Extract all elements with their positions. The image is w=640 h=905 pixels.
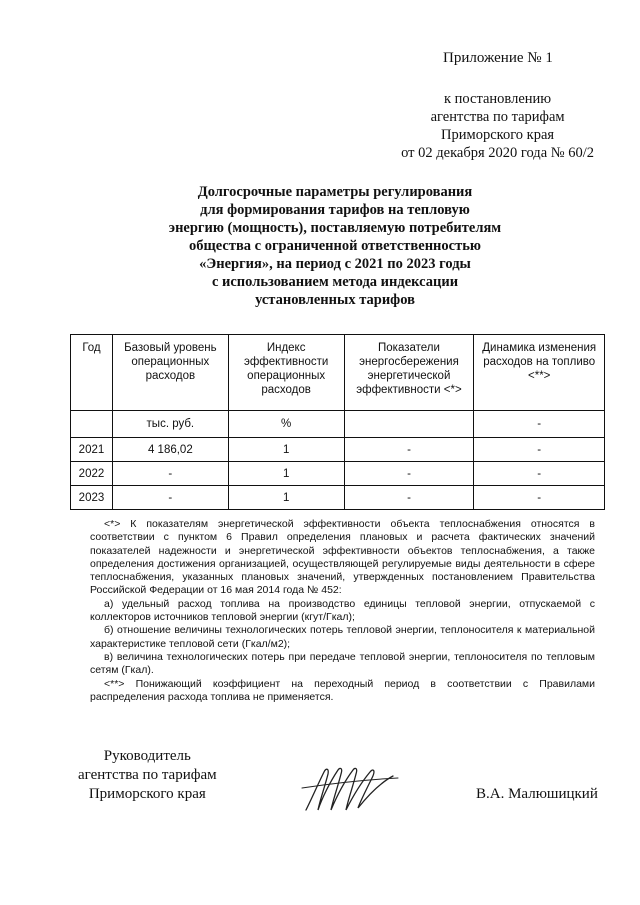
table-row (71, 462, 605, 486)
table-cell: 1 (228, 486, 344, 510)
addressee-line: агентства по тарифам (430, 109, 565, 125)
header-cell-base-opex: Базовый уровень операционных расходов (112, 335, 228, 411)
title-line: «Энергия», на период с 2021 по 2023 годы (199, 256, 471, 272)
addressee-block (401, 90, 594, 162)
footnote-paragraph: а) удельный расход топлива на производство единицы тепловой энергии, отпускаемой с коллекторов источников тепловой энергии (кгут/Гкал); (90, 597, 595, 624)
units-cell (344, 411, 474, 438)
title-line: Долгосрочные параметры регулирования (197, 184, 473, 200)
footnotes (90, 518, 595, 704)
table-header-row (71, 335, 605, 411)
table-cell: - (474, 486, 605, 510)
units-cell: тыс. руб. (112, 411, 228, 438)
table-cell: - (474, 438, 605, 462)
table-cell: - (112, 486, 228, 510)
footnote-paragraph: в) величина технологических потерь при передаче тепловой энергии, теплоносителя по тепловым сетям (Гкал). (90, 650, 595, 677)
units-cell: - (474, 411, 605, 438)
title-line: для формирования тарифов на тепловую (200, 202, 470, 218)
table-cell: 1 (228, 462, 344, 486)
position-line: Руководитель (103, 748, 191, 764)
parameters-table (70, 334, 605, 510)
table-cell: - (112, 462, 228, 486)
handwritten-signature (298, 758, 403, 818)
position-line: агентства по тарифам (78, 767, 217, 783)
header-cell-efficiency-index: Индекс эффективности операционных расходов (228, 335, 344, 411)
table-cell: 1 (228, 438, 344, 462)
header-cell-energy-saving: Показатели энергосбережения энергетической эффективности <*> (344, 335, 474, 411)
units-cell: % (228, 411, 344, 438)
addressee-line: от 02 декабря 2020 года № 60/2 (401, 145, 594, 161)
table-cell: 2022 (71, 462, 113, 486)
table-units-row (71, 411, 605, 438)
title-line: установленных тарифов (255, 292, 415, 308)
table-cell: - (474, 462, 605, 486)
table-row (71, 438, 605, 462)
table-cell: - (344, 486, 474, 510)
title-line: с использованием метода индексации (211, 274, 459, 290)
table-row (71, 486, 605, 510)
table-cell: - (344, 462, 474, 486)
table-cell: - (344, 438, 474, 462)
header-cell-year: Год (71, 335, 113, 411)
table-cell: 2021 (71, 438, 113, 462)
footnote-paragraph: б) отношение величины технологических потерь тепловой энергии, теплоносителя к материальной характеристике тепловой сети (Гкал/м2); (90, 624, 595, 650)
position-line: Приморского края (88, 786, 206, 802)
table-cell: 4 186,02 (112, 438, 228, 462)
signatory-name: В.А. Малюшицкий (476, 786, 598, 802)
title-line: энергию (мощность), поставляемую потребителям (168, 220, 502, 236)
title-line: общества с ограниченной ответственностью (189, 238, 481, 254)
appendix-label: Приложение № 1 (443, 50, 553, 66)
signatory-position (78, 747, 217, 804)
addressee-line: Приморского края (441, 127, 555, 143)
document-title (150, 183, 520, 309)
table-cell: 2023 (71, 486, 113, 510)
header-cell-fuel-dynamics: Динамика изменения расходов на топливо <**> (474, 335, 605, 411)
footnote-paragraph: <**> Понижающий коэффициент на переходный период в соответствии с Правилами распределения расхода топлива не применяется. (90, 677, 595, 703)
units-cell (71, 411, 113, 438)
addressee-line: к постановлению (444, 91, 552, 107)
footnote-paragraph: <*> К показателям энергетической эффективности объекта теплоснабжения относятся в соответствии с пунктом 6 Правил определения плановых и расчета фактических значений показателей надежности и энергетической эффективности объектов теплоснабжения, а также определения достижения организацией, осуществляющей регулируемые виды деятельности в сфере теплоснабжения, указанных плановых значений, утвержденных постановлением Правительства Российской Федерации от 16 мая 2014 года № 452: (90, 518, 595, 597)
